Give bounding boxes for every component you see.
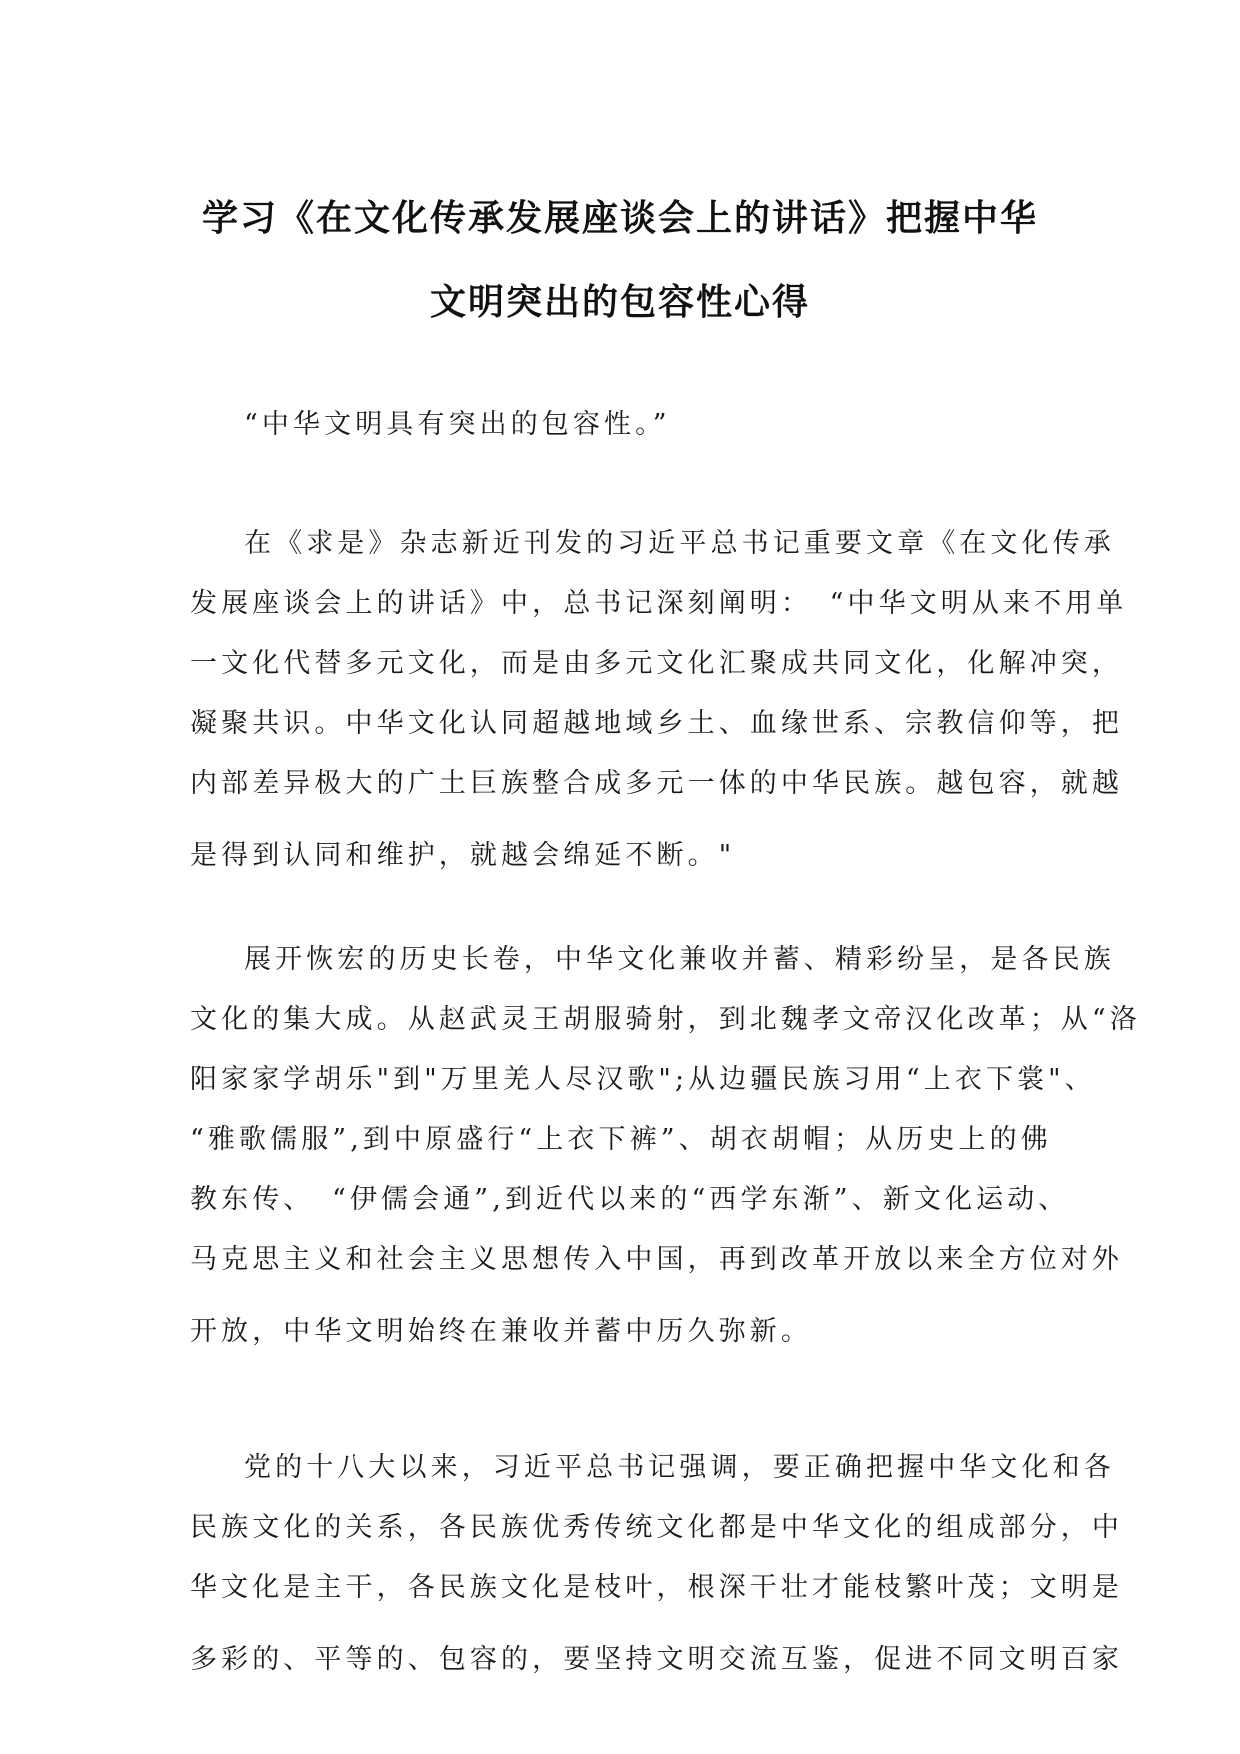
paragraph-line: 展开恢宏的历史长卷，中华文化兼收并蓄、精彩纷呈，是各民族 xyxy=(244,944,1115,975)
paragraph-2 xyxy=(190,930,1141,1362)
paragraph-3 xyxy=(190,1438,1123,1690)
paragraph-line: 多彩的、平等的、包容的，要坚持文明交流互鉴，促进不同文明百家 xyxy=(190,1644,1123,1675)
paragraph-quote xyxy=(190,395,1060,455)
paragraph-line: 教东传、 “伊儒会通”,到近代以来的“西学东渐”、新文化运动、 xyxy=(190,1184,1070,1215)
document-title-line-1: 学习《在文化传承发展座谈会上的讲话》把握中华 xyxy=(201,198,1038,239)
paragraph-line: “中华文明具有突出的包容性。” xyxy=(244,409,671,440)
paragraph-line: 凝聚共识。中华文化认同超越地域乡土、血缘世系、宗教信仰等，把 xyxy=(190,708,1123,739)
paragraph-line: 是得到认同和维护，就越会绵延不断。" xyxy=(190,840,736,871)
paragraph-1 xyxy=(190,514,1128,886)
paragraph-line: 发展座谈会上的讲话》中，总书记深刻阐明： “中华文明从来不用单 xyxy=(190,588,1128,619)
paragraph-line: 华文化是主干，各民族文化是枝叶，根深干壮才能枝繁叶茂；文明是 xyxy=(190,1572,1123,1603)
paragraph-line: 党的十八大以来，习近平总书记强调，要正确把握中华文化和各 xyxy=(244,1452,1115,1483)
paragraph-line: 开放，中华文明始终在兼收并蓄中历久弥新。 xyxy=(190,1316,812,1347)
paragraph-line: 内部差异极大的广土巨族整合成多元一体的中华民族。越包容，就越 xyxy=(190,768,1123,799)
document-title-line-2: 文明突出的包容性心得 xyxy=(429,282,810,323)
paragraph-line: 文化的集大成。从赵武灵王胡服骑射，到北魏孝文帝汉化改革；从“洛 xyxy=(190,1004,1141,1035)
paragraph-line: 在《求是》杂志新近刊发的习近平总书记重要文章《在文化传承 xyxy=(244,528,1115,559)
paragraph-line: 一文化代替多元文化，而是由多元文化汇聚成共同文化，化解冲突， xyxy=(190,648,1123,679)
paragraph-line: 民族文化的关系，各民族优秀传统文化都是中华文化的组成部分，中 xyxy=(190,1512,1123,1543)
paragraph-line: 马克思主义和社会主义思想传入中国，再到改革开放以来全方位对外 xyxy=(190,1244,1123,1275)
paragraph-line: “雅歌儒服”,到中原盛行“上衣下裤”、胡衣胡帽；从历史上的佛 xyxy=(190,1124,1052,1155)
paragraph-line: 阳家家学胡乐"到"万里羌人尽汉歌";从边疆民族习用“上衣下裳"、 xyxy=(190,1064,1096,1095)
